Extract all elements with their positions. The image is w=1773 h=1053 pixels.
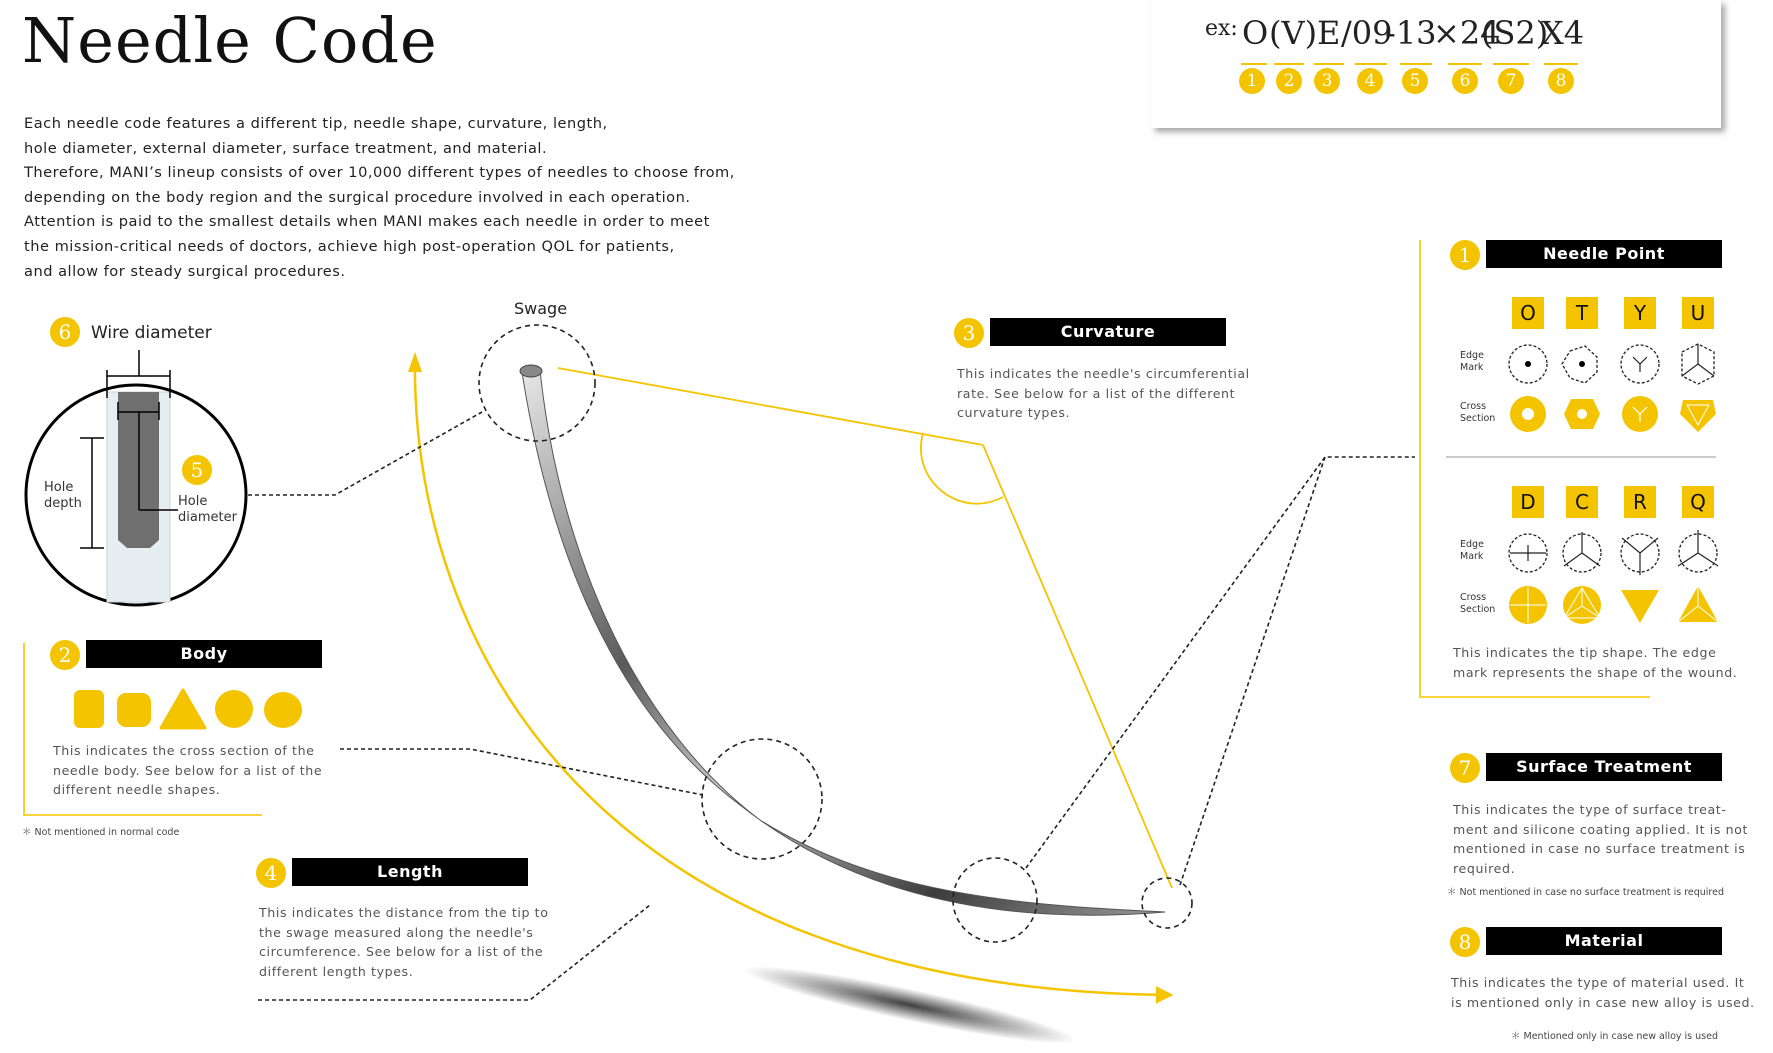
connector-wire [248,412,482,495]
code-number-badge: 2 [1276,68,1302,94]
point-letter-R: R [1624,486,1656,518]
surface-desc-line: ment and silicone coating applied. It is not [1453,821,1749,837]
surface-description [1453,800,1748,878]
code-number-badge: 3 [1314,68,1340,94]
body-desc-line: needle body. See below for a list of the [53,762,323,778]
cross-section-label [1460,592,1495,616]
code-part-2: (V) [1269,14,1318,52]
intro-line: and allow for steady surgical procedures. [24,262,346,280]
hole-depth-label [44,480,82,512]
code-number-badge: 6 [1452,68,1478,94]
length-desc-line: the swage measured along the needle's [259,924,534,940]
cross-section-label-line: Section [1460,413,1496,424]
needle-shape [522,370,1165,915]
badge-3: 3 [954,318,984,348]
code-number-badge: 8 [1548,68,1574,94]
cross-section-C [1563,586,1601,624]
needle-point-description [1453,643,1737,682]
body-dash-circle [702,739,822,859]
cross-section-label [1460,401,1495,425]
badge-1: 1 [1450,240,1480,270]
body-shape-rounded [117,693,151,727]
code-number-badge: 7 [1498,68,1524,94]
cross-section-T [1564,399,1600,429]
intro-line: hole diameter, external diameter, surface treatment, and material. [24,139,548,157]
point-letter-T: T [1566,297,1598,329]
edge-mark-Y [1621,345,1659,383]
material-title: Material [1486,927,1722,955]
edge-mark-Q [1678,530,1718,572]
needle-point-desc-line: mark represents the shape of the wound. [1453,664,1738,680]
body-desc-line: different needle shapes. [53,782,221,797]
edge-mark-C [1563,532,1601,572]
curvature-desc-line: curvature types. [957,405,1071,420]
length-desc-line: different length types. [259,963,414,979]
point-letter-Q: Q [1682,486,1714,518]
badge-8: 8 [1450,927,1480,957]
curvature-line [558,368,983,445]
body-shape-triangle [161,690,205,728]
badge-6: 6 [50,317,80,347]
length-arrow-head-top [408,352,422,372]
cross-section-O [1510,396,1546,432]
length-description [259,903,549,981]
body-desc-line: This indicates the cross section of the [53,743,315,758]
length-desc-line: This indicates the distance from the tip to [259,905,549,920]
badge-2: 2 [50,640,80,670]
edge-mark-label [1460,350,1484,374]
material-desc-line: is mentioned only in case new alloy is used. [1451,994,1755,1010]
code-part-1: O [1242,14,1269,52]
curvature-desc-line: This indicates the needle's circumferential [957,366,1250,381]
edge-mark-label-line: Edge [1460,350,1484,361]
code-part-6: ×24 [1433,14,1501,52]
surface-desc-line: mentioned in case no surface treatment is [1453,841,1746,856]
swage-label: Swage [514,299,568,318]
intro-line: Therefore, MANI’s lineup consists of over 10,000 different types of needles to choose from, [24,164,735,182]
hole-depth-line: depth [44,496,82,511]
edge-mark-label-line: Mark [1460,551,1484,562]
needle-swage-end [520,365,542,377]
example-prefix: ex: [1205,16,1238,41]
intro-line: depending on the body region and the surgical procedure involved in each operation. [24,188,691,206]
needle-shadow [740,954,1079,1053]
cross-section-U [1680,400,1716,432]
edge-mark-label-line: Edge [1460,539,1484,550]
code-part-3: E [1317,14,1341,52]
length-desc-line: circumference. See below for a list of the [259,944,544,959]
connector-point [1180,457,1325,885]
body-shape-square [74,690,104,728]
cross-section-label-line: Section [1460,604,1496,615]
edge-mark-T [1562,346,1597,383]
code-part-5: -13 [1385,14,1437,52]
curvature-angle-arc [921,433,1003,504]
length-title: Length [292,858,528,886]
connector-body [340,749,703,795]
body-note: ＊ Not mentioned in normal code [22,827,180,838]
edge-mark-O [1509,345,1547,383]
needle-point-title: Needle Point [1486,240,1722,268]
curvature-desc-line: rate. See below for a list of the different [957,385,1236,401]
length-arrow-arc [415,355,1170,995]
material-description [1451,973,1755,1012]
curvature-description [957,364,1250,423]
code-part-7: (S2) [1481,14,1549,52]
edge-mark-D [1509,534,1547,572]
point-letter-Y: Y [1624,297,1656,329]
cross-section-R [1621,590,1659,623]
cross-section-label-line: Cross [1460,592,1487,603]
edge-mark-label [1460,539,1484,563]
curvature-title: Curvature [990,318,1226,346]
hole-depth-line: Hole [44,480,74,495]
intro-line: Each needle code features a different tip, needle shape, curvature, length, [24,115,608,132]
hole-diameter-line: Hole [178,494,208,509]
code-number-badge: 1 [1239,68,1265,94]
body-shape-flat-circle [264,692,302,728]
surface-desc-line: This indicates the type of surface treat- [1453,802,1727,817]
badge-7: 7 [1450,753,1480,783]
surface-desc-line: required. [1453,860,1516,876]
hole-diameter-line: diameter [178,510,237,525]
connector-point [1026,457,1415,868]
code-part-8: X4 [1541,14,1585,52]
badge-4: 4 [256,858,286,888]
code-part-4: /09 [1341,14,1393,52]
material-desc-line: This indicates the type of material used. It [1451,975,1745,990]
wire-diameter-title: Wire diameter [91,323,212,343]
body-title: Body [86,640,322,668]
cross-section-Q [1678,586,1718,622]
point-letter-C: C [1566,486,1598,518]
tip-dash-circle [1142,878,1192,928]
intro-line: Attention is paid to the smallest details when MANI makes each needle in order to meet [24,213,710,231]
point-letter-D: D [1512,486,1544,518]
point-letter-O: O [1512,297,1544,329]
edge-mark-label-line: Mark [1460,362,1484,373]
surface-treatment-title: Surface Treatment [1486,753,1722,781]
body-shape-circle [215,690,253,728]
hole-diameter-label [178,494,237,526]
cross-section-D [1509,586,1547,624]
badge-5: 5 [182,455,212,485]
cross-section-Y [1622,396,1658,432]
material-note: ＊ Mentioned only in case new alloy is used [1511,1031,1718,1042]
cross-section-label-line: Cross [1460,401,1487,412]
edge-mark-U [1682,344,1714,384]
point-letter-U: U [1682,297,1714,329]
needle-point-desc-line: This indicates the tip shape. The edge [1453,645,1717,660]
body-description [53,741,322,800]
intro-line: the mission-critical needs of doctors, achieve high post-operation QOL for patients, [24,237,675,255]
code-number-badge: 4 [1357,68,1383,94]
code-number-badge: 5 [1402,68,1428,94]
curvature-line [983,445,1172,888]
edge-mark-R [1621,534,1659,575]
surface-note: ＊ Not mentioned in case no surface treatment is required [1447,887,1725,898]
page-title: Needle Code [22,4,438,77]
